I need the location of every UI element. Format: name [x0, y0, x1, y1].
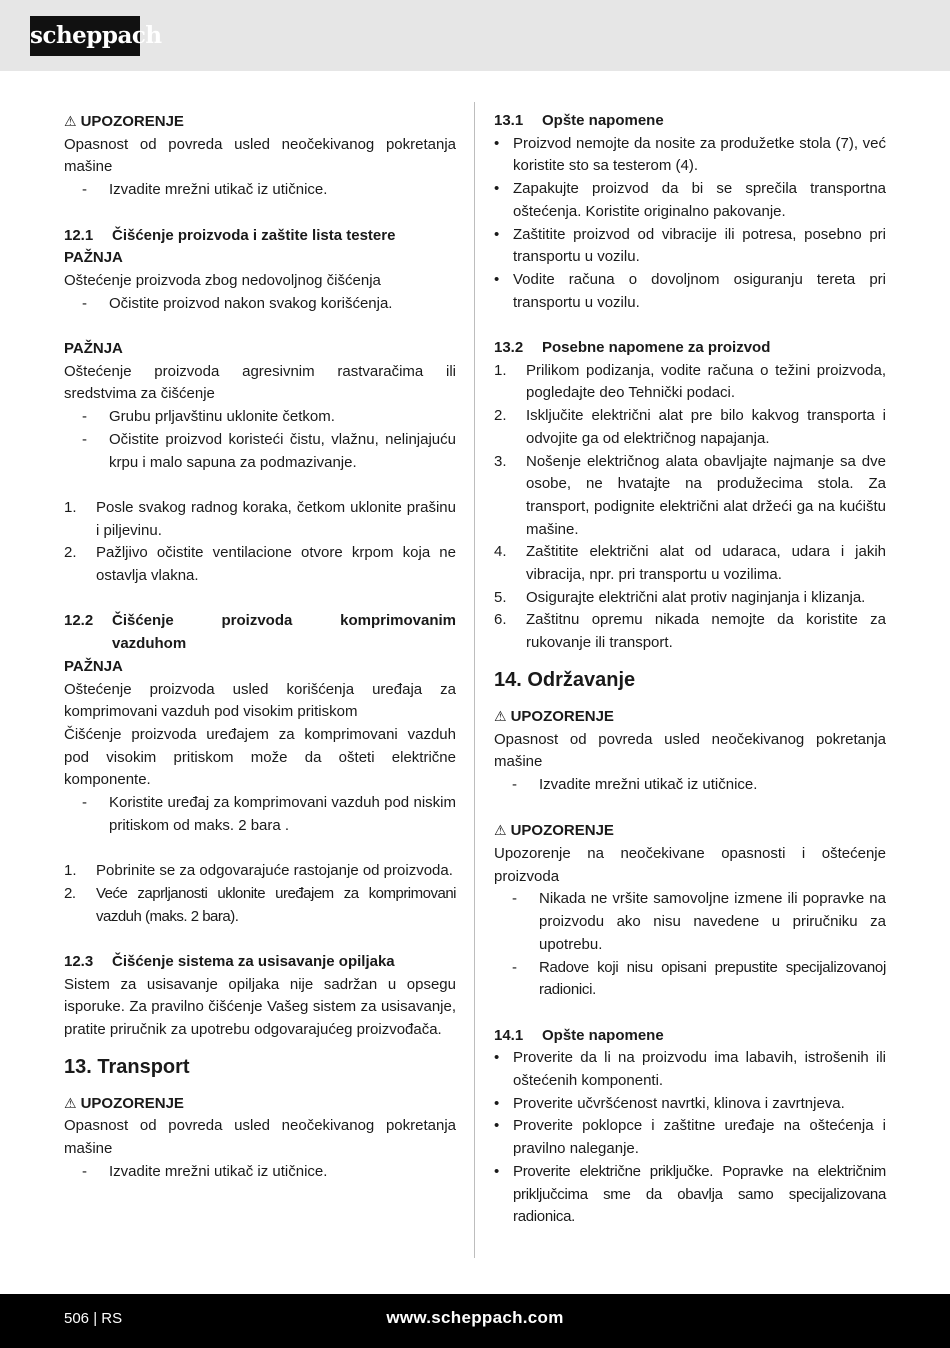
numbered-step: 1. Pobrinite se za odgovarajuće rastojanje od proizvoda.: [64, 862, 453, 880]
page-header: [0, 0, 950, 71]
dash-item: - Očistite proizvod nakon svakog korišćenja.: [82, 294, 393, 312]
body-text: Sistem za usisavanje opiljaka nije sadržan u opsegu isporuke. Za pravilno čišćenje Vašeg sistem za usisavanje, pratite priručnik za upotrebu odgovarajućeg proizvođača.: [64, 975, 456, 1039]
warning-triangle-icon: ⚠: [64, 1094, 77, 1111]
column-divider: [474, 102, 475, 1258]
dash-item: - Izvadite mrežni utikač iz utičnice.: [82, 181, 328, 199]
scheppach-logo: scheppach: [30, 16, 140, 56]
warning-text: Opasnost od povreda usled neočekivanog pokretanja mašine: [64, 1117, 456, 1158]
notice-text: Oštećenje proizvoda zbog nedovoljnog čišćenja: [64, 271, 381, 289]
numbered-step: 1. Prilikom podizanja, vodite računa o težini proizvoda, pogledajte deo Tehnički podaci.: [494, 361, 886, 402]
dash-item: - Izvadite mrežni utikač iz utičnice.: [82, 1162, 328, 1180]
section-heading-12-1: 12.1 Čišćenje proizvoda i zaštite lista testere: [64, 226, 396, 244]
notice-text: Čišćenje proizvoda uređajem za komprimovani vazduh pod visokim pritiskom može da ošteti električne komponente.: [64, 725, 456, 789]
dash-item: - Koristite uređaj za komprimovani vazduh pod niskim pritiskom od maks. 2 bara .: [82, 794, 456, 834]
warning-triangle-icon: ⚠: [494, 822, 507, 839]
bullet-item: • Vodite računa o dovoljnom osiguranju tereta pri transportu u vozilu.: [494, 270, 886, 311]
dash-item: - Očistite proizvod koristeći čistu, vlažnu, nelinjajuću krpu i malo sapuna za podmazivanje.: [82, 430, 456, 471]
notice-heading: PAŽNJA: [64, 340, 123, 357]
dash-item: - Nikada ne vršite samovoljne izmene ili popravke na proizvodu ako nisu navedene u priručniku za upotrebu.: [512, 890, 886, 953]
page-number: 506 | RS: [64, 1310, 123, 1327]
section-heading-12-2-cont: vazduhom: [112, 635, 187, 653]
bullet-item: • Proizvod nemojte da nosite za produžetke stola (7), već koristite sto sa testerom (4).: [494, 134, 886, 175]
warning-heading: ⚠ UPOZORENJE: [494, 705, 886, 729]
numbered-step: 4. Zaštitite električni alat od udaraca, udara i jakih vibracija, npr. pri transportu u vozilima.: [494, 543, 886, 584]
numbered-step: 1. Posle svakog radnog koraka, četkom uklonite prašinu i piljevinu.: [64, 498, 456, 539]
notice-heading: PAŽNJA: [64, 249, 123, 267]
bullet-item: • Proverite poklopce i zaštitne uređaje na oštećenja i pravilno naleganje.: [494, 1117, 886, 1158]
section-heading-14-1: 14.1 Opšte napomene: [494, 1026, 664, 1044]
chapter-heading-13: 13. Transport: [64, 1055, 190, 1078]
dash-item: - Grubu prljavštinu uklonite četkom.: [82, 408, 335, 426]
section-heading-13-1: 13.1 Opšte napomene: [494, 112, 664, 129]
section-heading-12-2: 12.2 Čišćenje proizvoda komprimovanim: [64, 612, 456, 630]
section-heading-13-2: 13.2 Posebne napomene za proizvod: [494, 339, 771, 357]
website-url: www.scheppach.com: [386, 1308, 564, 1327]
right-column: [494, 110, 886, 1229]
bullet-item: • Proverite električne priključke. Popravke na električnim priključcima sme da obavlja samo specijalizovana radionica.: [494, 1162, 886, 1226]
dash-item: - Radove koji nisu opisani prepustite specijalizovanoj radionici.: [512, 958, 886, 999]
notice-heading: PAŽNJA: [64, 657, 123, 675]
numbered-step: 2. Veće zaprljanosti uklonite uređajem za komprimovani vazduh (maks. 2 bara).: [64, 884, 456, 925]
bullet-item: • Zapakujte proizvod da bi se sprečila transportna oštećenja. Koristite originalno pakovanje.: [494, 180, 886, 220]
bullet-item: • Proverite da li na proizvodu ima labavih, istrošenih ili oštećenih komponenti.: [494, 1049, 886, 1090]
notice-text: Oštećenje proizvoda agresivnim rastvaračima ili sredstvima za čišćenje: [64, 362, 456, 403]
numbered-step: 6. Zaštitnu opremu nikada nemojte da koristite za rukovanje ili transport.: [494, 611, 886, 652]
left-column: [64, 110, 456, 1184]
numbered-step: 2. Isključite električni alat pre bilo kakvog transporta i odvojite ga od električnog napajanja.: [494, 407, 886, 447]
numbered-step: 5. Osigurajte električni alat protiv naginjanja i klizanja.: [494, 588, 866, 606]
warning-text: Upozorenje na neočekivane opasnosti i oštećenje proizvoda: [494, 845, 886, 885]
warning-text: Opasnost od povreda usled neočekivanog pokretanja mašine: [64, 135, 456, 176]
warning-triangle-icon: ⚠: [494, 707, 507, 724]
bullet-item: • Proverite učvršćenost navrtki, klinova i zavrtnjeva.: [494, 1094, 845, 1112]
numbered-step: 3. Nošenje električnog alata obavljajte najmanje sa dve osobe, ne hvatajte na produžecima stola. Za transport, podignite električni alat držeći ga na kućištu mašine.: [494, 452, 886, 538]
warning-heading: ⚠ UPOZORENJE: [494, 819, 886, 843]
warning-text: Opasnost od povreda usled neočekivanog pokretanja mašine: [494, 730, 886, 771]
section-heading-12-3: 12.3 Čišćenje sistema za usisavanje opiljaka: [64, 952, 395, 970]
chapter-heading-14: 14. Održavanje: [494, 668, 636, 691]
numbered-step: 2. Pažljivo očistite ventilacione otvore krpom koja ne ostavlja vlakna.: [64, 544, 456, 585]
warning-heading: ⚠ UPOZORENJE: [64, 110, 456, 134]
notice-text: Oštećenje proizvoda usled korišćenja uređaja za komprimovani vazduh pod visokim pritiskom: [64, 680, 456, 721]
warning-heading: ⚠ UPOZORENJE: [64, 1092, 456, 1116]
bullet-item: • Zaštitite proizvod od vibracije ili potresa, posebno pri transportu u vozilu.: [494, 225, 886, 266]
warning-triangle-icon: ⚠: [64, 113, 77, 129]
page-footer: [0, 1294, 950, 1348]
dash-item: - Izvadite mrežni utikač iz utičnice.: [512, 775, 758, 793]
